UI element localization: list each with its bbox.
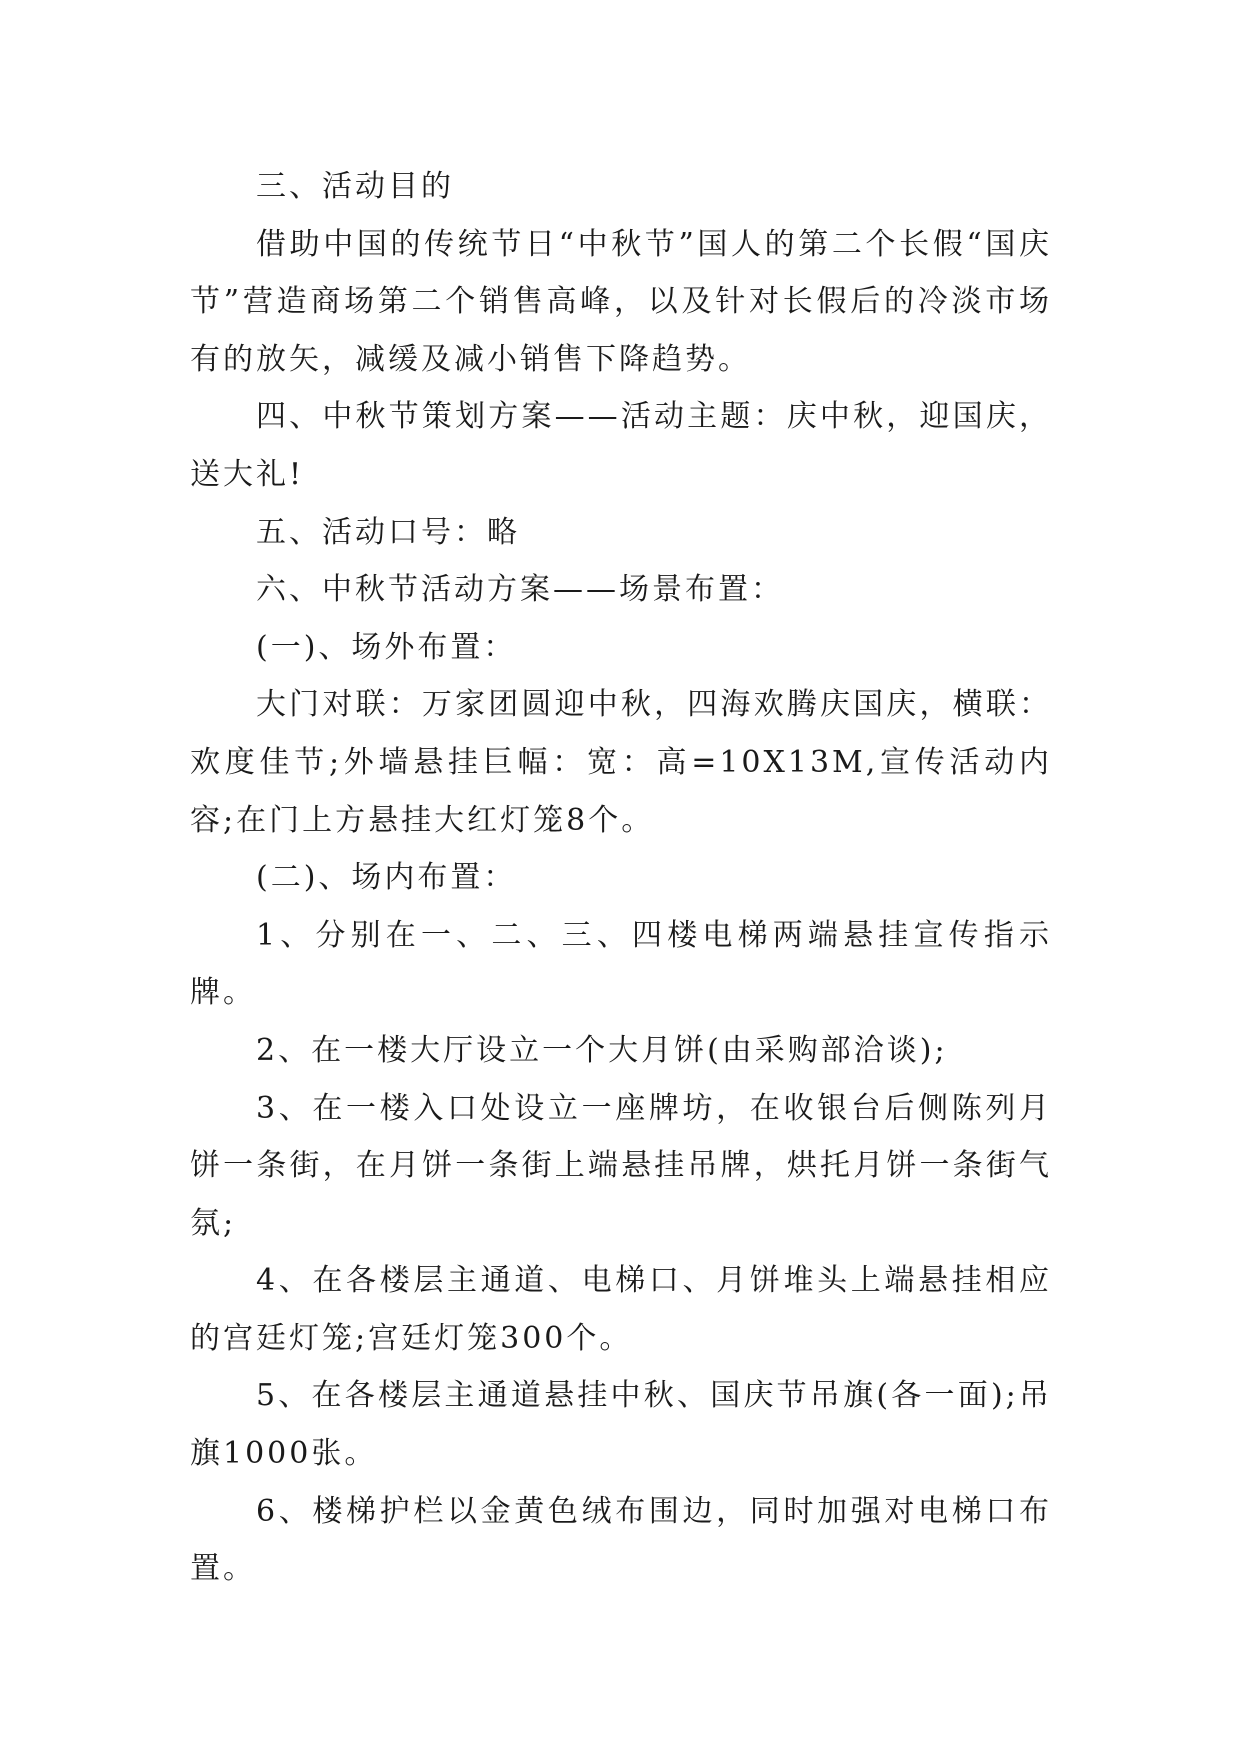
subheading-indoor-layout: (二)、场内布置： bbox=[256, 860, 517, 896]
heading-activity-theme: 四、中秋节策划方案——活动主题：庆中秋，迎国庆，送大礼! bbox=[190, 399, 1052, 492]
paragraph-outdoor-layout: 大门对联：万家团圆迎中秋，四海欢腾庆国庆，横联：欢度佳节;外墙悬挂巨幅：宽：高=10X13M,宣传活动内容;在门上方悬挂大红灯笼8个。 bbox=[190, 687, 1052, 838]
heading-activity-purpose: 三、活动目的 bbox=[256, 169, 454, 204]
heading-scene-layout: 六、中秋节活动方案——场景布置： bbox=[256, 572, 784, 608]
list-item-indoor-4: 4、在各楼层主通道、电梯口、月饼堆头上端悬挂相应的宫廷灯笼;宫廷灯笼300个。 bbox=[190, 1263, 1052, 1356]
list-item-indoor-5: 5、在各楼层主通道悬挂中秋、国庆节吊旗(各一面);吊旗1000张。 bbox=[190, 1378, 1052, 1472]
list-item-indoor-6: 6、楼梯护栏以金黄色绒布围边，同时加强对电梯口布置。 bbox=[190, 1493, 1052, 1587]
subheading-outdoor-layout: (一)、场外布置： bbox=[256, 629, 517, 665]
paragraph-purpose-text: 借助中国的传统节日“中秋节”国人的第二个长假“国庆节”营造商场第二个销售高峰，以及针对长假后的冷淡市场有的放矢，减缓及减小销售下降趋势。 bbox=[190, 226, 1052, 377]
list-item-indoor-2: 2、在一楼大厅设立一个大月饼(由采购部洽谈); bbox=[256, 1032, 948, 1068]
heading-activity-slogan: 五、活动口号：略 bbox=[256, 514, 520, 550]
list-item-indoor-1: 1、分别在一、二、三、四楼电梯两端悬挂宣传指示牌。 bbox=[190, 917, 1052, 1011]
list-item-indoor-3: 3、在一楼入口处设立一座牌坊，在收银台后侧陈列月饼一条街，在月饼一条街上端悬挂吊牌，烘托月饼一条街气氛; bbox=[190, 1090, 1052, 1241]
document-body bbox=[190, 158, 1052, 1598]
